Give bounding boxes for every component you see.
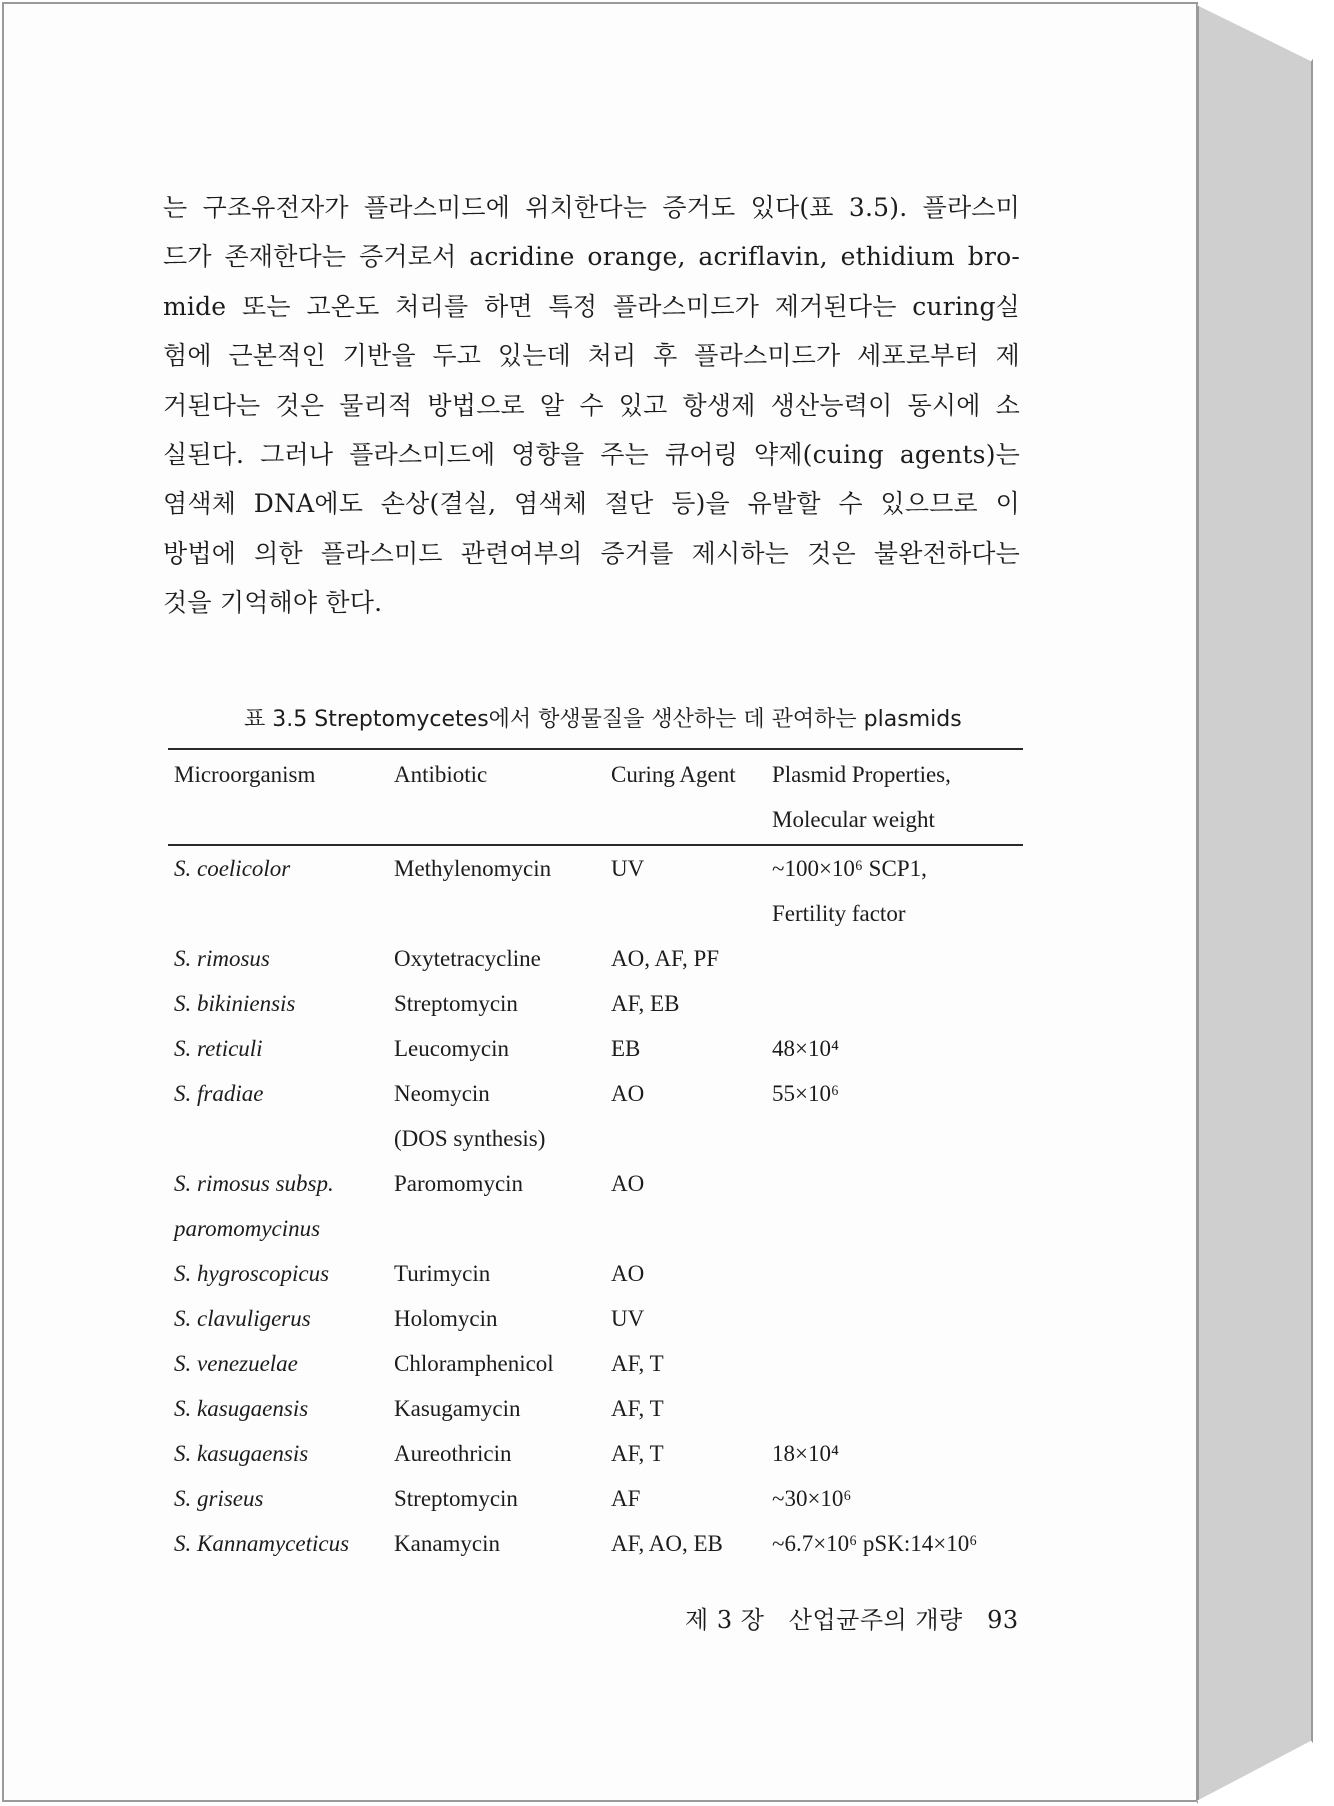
table-header-row [168,749,1023,845]
header-microorganism: Microorganism [174,762,316,787]
cell-antibiotic-text: Holomycin [394,1306,498,1331]
cell-antibiotic-text: Chloramphenicol [394,1351,554,1376]
cell-microorganism [168,1476,388,1521]
cell-curing-agent [605,1071,766,1161]
cell-antibiotic [388,845,605,936]
cell-plasmid-properties-text: ~6.7×10⁶ pSK:14×10⁶ [772,1531,978,1556]
table-row [168,1026,1023,1071]
cell-plasmid-properties [766,1071,1023,1161]
cell-curing-agent-text: UV [611,856,645,881]
table-row [168,1341,1023,1386]
cell-antibiotic-text: Neomycin [394,1081,490,1106]
cell-plasmid-properties [766,1521,1023,1566]
table-row [168,1251,1023,1296]
cell-microorganism-text: S. kasugaensis [174,1396,309,1421]
page-number: 93 [987,1606,1019,1634]
cell-antibiotic-text: Kanamycin [394,1531,501,1556]
cell-curing-agent-text: AO [611,1171,645,1196]
header-antibiotic: Antibiotic [394,762,488,787]
cell-microorganism-text: S. Kannamyceticus [174,1531,350,1556]
cell-antibiotic-text: Kasugamycin [394,1396,521,1421]
table-caption: 표 3.5 Streptomycetes에서 항생물질을 생산하는 데 관여하는 plasmids [244,707,962,732]
cell-plasmid-properties [766,1161,1023,1251]
cell-plasmid-properties [766,936,1023,981]
cell-microorganism-text: S. bikiniensis [174,991,296,1016]
header-plasmid-line-2: Molecular weight [772,807,935,832]
cell-curing-agent-text: EB [611,1036,641,1061]
header-plasmid-properties [766,749,1023,845]
paragraph-line: 드가 존재한다는 증거로서 acridine orange, acriflavin, ethidium bro- [163,242,1020,272]
table-row [168,845,1023,936]
cell-antibiotic-text: Methylenomycin [394,856,552,881]
cell-microorganism [168,1296,388,1341]
cell-antibiotic [388,1296,605,1341]
cell-antibiotic [388,1071,605,1161]
table-body [168,845,1023,1566]
cell-curing-agent [605,1161,766,1251]
cell-plasmid-properties [766,845,1023,936]
cell-curing-agent-text: AO [611,1261,645,1286]
table-row [168,1476,1023,1521]
cell-microorganism-text: S. rimosus subsp. [174,1171,334,1196]
cell-antibiotic [388,1386,605,1431]
cell-microorganism [168,1026,388,1071]
cell-microorganism-text: S. kasugaensis [174,1441,309,1466]
table-row [168,981,1023,1026]
header-plasmid-line-1: Plasmid Properties, [772,762,951,787]
paragraph-line: 는 구조유전자가 플라스미드에 위치한다는 증거도 있다(표 3.5). 플라스미 [163,193,1020,222]
cell-curing-agent-text: UV [611,1306,645,1331]
cell-antibiotic [388,1161,605,1251]
cell-microorganism-text: S. rimosus [174,946,270,971]
cell-curing-agent-text: AO [611,1081,645,1106]
paragraph-line: 험에 근본적인 기반을 두고 있는데 처리 후 플라스미드가 세포로부터 제 [163,341,1020,371]
cell-curing-agent [605,1296,766,1341]
table-row [168,1386,1023,1431]
cell-antibiotic-text: Paromomycin [394,1171,524,1196]
cell-microorganism-text: S. reticuli [174,1036,263,1061]
cell-curing-agent-text: AF, T [611,1396,664,1421]
cell-antibiotic-text: Streptomycin [394,991,518,1016]
table-row [168,1071,1023,1161]
cell-microorganism [168,1071,388,1161]
cell-microorganism [168,1341,388,1386]
cell-plasmid-properties-text: ~30×10⁶ [772,1486,852,1511]
body-paragraph [163,183,1020,628]
cell-curing-agent-text: AF, EB [611,991,680,1016]
cell-microorganism-text-line-2: paromomycinus [174,1216,321,1241]
paragraph-line: 염색체 DNA에도 손상(결실, 염색체 절단 등)을 유발할 수 있으므로 이 [163,489,1020,519]
paragraph-line: 거된다는 것은 물리적 방법으로 알 수 있고 항생제 생산능력이 동시에 소 [163,390,1020,420]
cell-microorganism [168,981,388,1026]
cell-antibiotic [388,1476,605,1521]
cell-antibiotic [388,936,605,981]
cell-plasmid-properties [766,1476,1023,1521]
cell-curing-agent [605,936,766,981]
table-row [168,1521,1023,1566]
cell-microorganism [168,1386,388,1431]
cell-plasmid-properties [766,981,1023,1026]
footer-chapter: 제 3 장 [685,1606,765,1634]
cell-curing-agent-text: AF, AO, EB [611,1531,723,1556]
cell-microorganism-text: S. clavuligerus [174,1306,311,1331]
table-row [168,936,1023,981]
cell-curing-agent [605,845,766,936]
paragraph-line: 방법에 의한 플라스미드 관련여부의 증거를 제시하는 것은 불완전하다는 [163,538,1020,568]
cell-microorganism [168,1161,388,1251]
footer-title: 산업균주의 개량 [788,1606,963,1634]
cell-curing-agent [605,981,766,1026]
cell-antibiotic [388,1521,605,1566]
cell-plasmid-properties [766,1431,1023,1476]
cell-antibiotic [388,1251,605,1296]
cell-microorganism [168,1251,388,1296]
cell-antibiotic [388,981,605,1026]
cell-plasmid-properties-text: 48×10⁴ [772,1036,839,1061]
cell-antibiotic-text: Oxytetracycline [394,946,541,971]
cell-plasmid-properties [766,1251,1023,1296]
cell-antibiotic [388,1431,605,1476]
cell-antibiotic-text: Turimycin [394,1261,491,1286]
cell-antibiotic-text: Streptomycin [394,1486,518,1511]
table-row [168,1161,1023,1251]
cell-microorganism [168,936,388,981]
cell-curing-agent [605,1341,766,1386]
cell-plasmid-properties-text-line-2: Fertility factor [772,901,906,926]
cell-antibiotic [388,1026,605,1071]
cell-plasmid-properties [766,1341,1023,1386]
table-row [168,1296,1023,1341]
header-curing-agent: Curing Agent [611,762,736,787]
cell-microorganism-text: S. griseus [174,1486,264,1511]
table-row [168,1431,1023,1476]
cell-curing-agent [605,1026,766,1071]
plasmid-table [168,748,1023,1566]
paragraph-line: mide 또는 고온도 처리를 하면 특정 플라스미드가 제거된다는 curing실 [163,291,1020,321]
cell-curing-agent-text: AO, AF, PF [611,946,720,971]
cell-microorganism [168,1431,388,1476]
cell-antibiotic-text-line-2: (DOS synthesis) [394,1126,546,1151]
cell-plasmid-properties [766,1386,1023,1431]
cell-antibiotic-text: Aureothricin [394,1441,512,1466]
page-footer [685,1600,1019,1635]
cell-plasmid-properties [766,1026,1023,1071]
cell-microorganism-text: S. coelicolor [174,856,291,881]
cell-microorganism-text: S. venezuelae [174,1351,298,1376]
cell-curing-agent [605,1251,766,1296]
cell-microorganism-text: S. fradiae [174,1081,264,1106]
cell-antibiotic-text: Leucomycin [394,1036,509,1061]
cell-curing-agent-text: AF, T [611,1351,664,1376]
cell-curing-agent-text: AF, T [611,1441,664,1466]
paragraph-line: 실된다. 그러나 플라스미드에 영향을 주는 큐어링 약제(cuing agents)는 [163,440,1020,470]
paragraph-line: 것을 기억해야 한다. [163,588,383,618]
cell-curing-agent-text: AF [611,1486,641,1511]
cell-curing-agent [605,1476,766,1521]
cell-microorganism-text: S. hygroscopicus [174,1261,330,1286]
cell-plasmid-properties [766,1296,1023,1341]
cell-curing-agent [605,1431,766,1476]
cell-curing-agent [605,1521,766,1566]
cell-microorganism [168,1521,388,1566]
cell-curing-agent [605,1386,766,1431]
cell-microorganism [168,845,388,936]
cell-plasmid-properties-text: 18×10⁴ [772,1441,839,1466]
cell-plasmid-properties-text: ~100×10⁶ SCP1, [772,856,927,881]
cell-antibiotic [388,1341,605,1386]
cell-plasmid-properties-text: 55×10⁶ [772,1081,839,1106]
